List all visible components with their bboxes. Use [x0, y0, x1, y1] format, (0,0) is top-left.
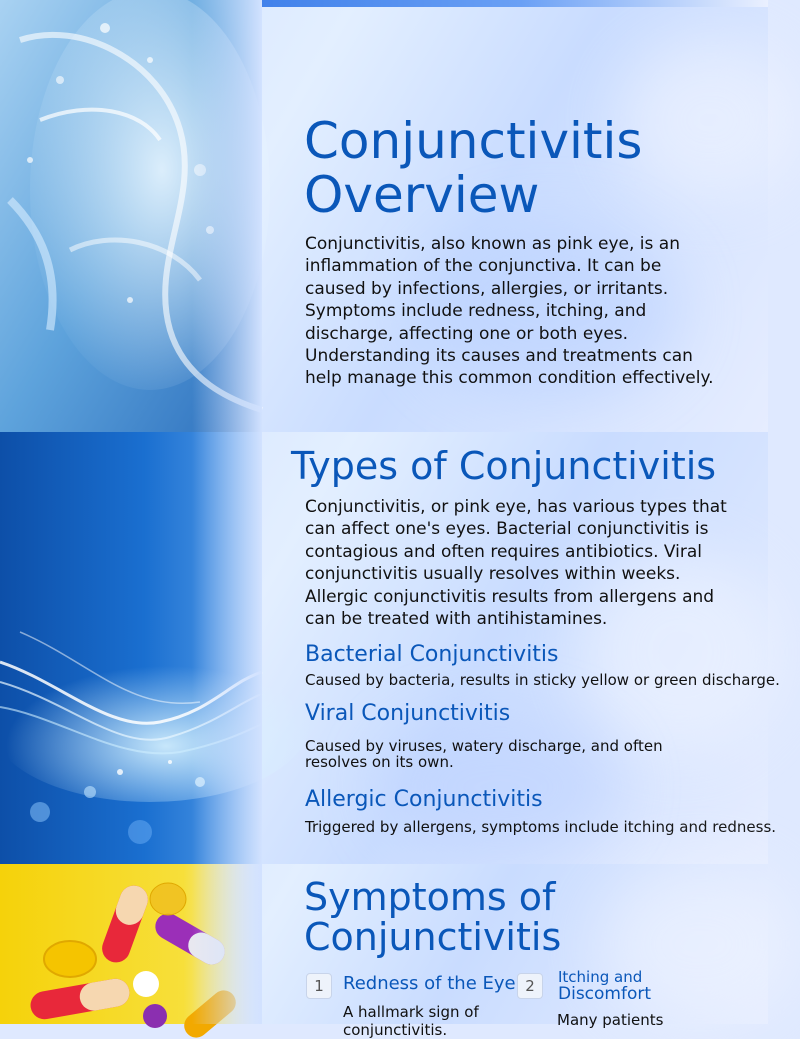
- symptom-itching-title-line1: Itching and: [558, 968, 643, 986]
- type-viral-desc-line2: resolves on its own.: [305, 753, 454, 771]
- type-viral-desc-line1: Caused by viruses, watery discharge, and often: [305, 737, 663, 755]
- type-allergic-desc: Triggered by allergens, symptoms include itching and redness.: [305, 818, 777, 836]
- overview-title: Conjunctivitis Overview: [304, 112, 643, 224]
- overview-body: Conjunctivitis, also known as pink eye, is an inflammation of the conjunctiva. It can be caused by infections, allergies, or irritants. Symptoms include redness, itching, and discharge, affecting one or both eyes. Understanding its causes and treatments can help manage this common condition effectively.: [305, 234, 714, 389]
- types-title: Types of Conjunctivitis: [291, 444, 717, 488]
- symptom-redness-title: Redness of the Eye: [343, 973, 516, 994]
- symptom-itching-desc-line1: Many patients: [557, 1011, 664, 1029]
- symptom-itching-title-line2: Discomfort: [558, 984, 652, 1004]
- slide-symptoms: [0, 864, 768, 1039]
- symptom-redness-desc-line2: conjunctivitis.: [343, 1021, 448, 1039]
- slide-types: [0, 432, 780, 864]
- blue-light-wave-image: [0, 432, 262, 864]
- type-viral-title: Viral Conjunctivitis: [305, 701, 511, 726]
- type-bacterial-desc: Caused by bacteria, results in sticky yellow or green discharge.: [305, 671, 780, 689]
- type-bacterial-title: Bacterial Conjunctivitis: [305, 642, 559, 667]
- symptoms-title: Symptoms of Conjunctivitis: [304, 875, 562, 959]
- type-allergic-title: Allergic Conjunctivitis: [305, 787, 543, 812]
- types-body: Conjunctivitis, or pink eye, has various types that can affect one's eyes. Bacterial conjunctivitis is contagious and often requires antibiotics. Viral conjunctivitis usually resolves within weeks. Allergic conjunctivitis results from allergens and can be treated with antihistamines.: [305, 497, 727, 630]
- symptom-number-badge: 1: [306, 973, 332, 999]
- symptom-redness-desc-line1: A hallmark sign of: [343, 1003, 479, 1021]
- colorful-pills-image: [0, 864, 262, 1024]
- slide-overview: [0, 0, 768, 432]
- water-splash-face-image: [0, 0, 262, 432]
- symptom-number-badge: 2: [517, 973, 543, 999]
